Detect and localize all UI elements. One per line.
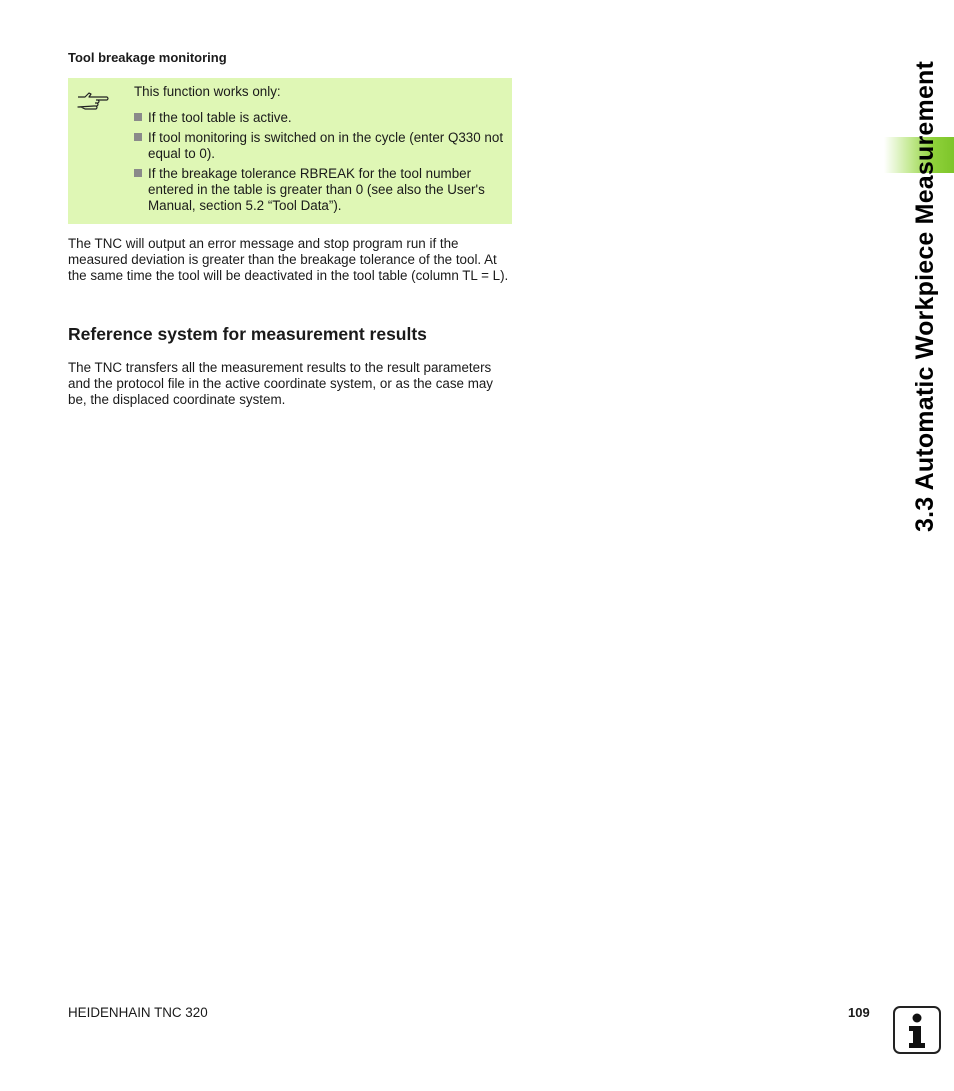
note-list: [134, 110, 506, 214]
pointing-hand-icon: [76, 88, 110, 114]
square-bullet-icon: [134, 113, 142, 121]
list-item: If the breakage tolerance RBREAK for the tool number entered in the table is greater than 0 (see also the User's Manual, section 5.2 “Tool Data”).: [134, 166, 506, 214]
page-number: 109: [848, 1005, 870, 1020]
note-box: [68, 78, 512, 224]
sub-heading: Tool breakage monitoring: [68, 50, 227, 65]
info-glyph-icon: [895, 1008, 939, 1052]
note-intro: This function works only:: [134, 84, 281, 99]
section-heading: Reference system for measurement results: [68, 324, 427, 344]
paragraph-reference-system: The TNC transfers all the measurement results to the result parameters and the protocol file in the active coordinate system, or as the case may be, the displaced coordinate system.: [68, 360, 494, 407]
footer-publication: HEIDENHAIN TNC 320: [68, 1005, 208, 1020]
list-item: If the tool table is active.: [134, 110, 506, 126]
list-item: If tool monitoring is switched on in the cycle (enter Q330 not equal to 0).: [134, 130, 506, 162]
square-bullet-icon: [134, 133, 142, 141]
paragraph-error-message: The TNC will output an error message and stop program run if the measured deviation is greater than the breakage tolerance of the tool. At the same time the tool will be deactivated in the tool table (column TL = L).: [68, 236, 509, 283]
note-text: [134, 84, 506, 218]
info-icon: [893, 1006, 941, 1054]
side-chapter-title: 3.3 Automatic Workpiece Measurement: [911, 60, 939, 532]
square-bullet-icon: [134, 169, 142, 177]
